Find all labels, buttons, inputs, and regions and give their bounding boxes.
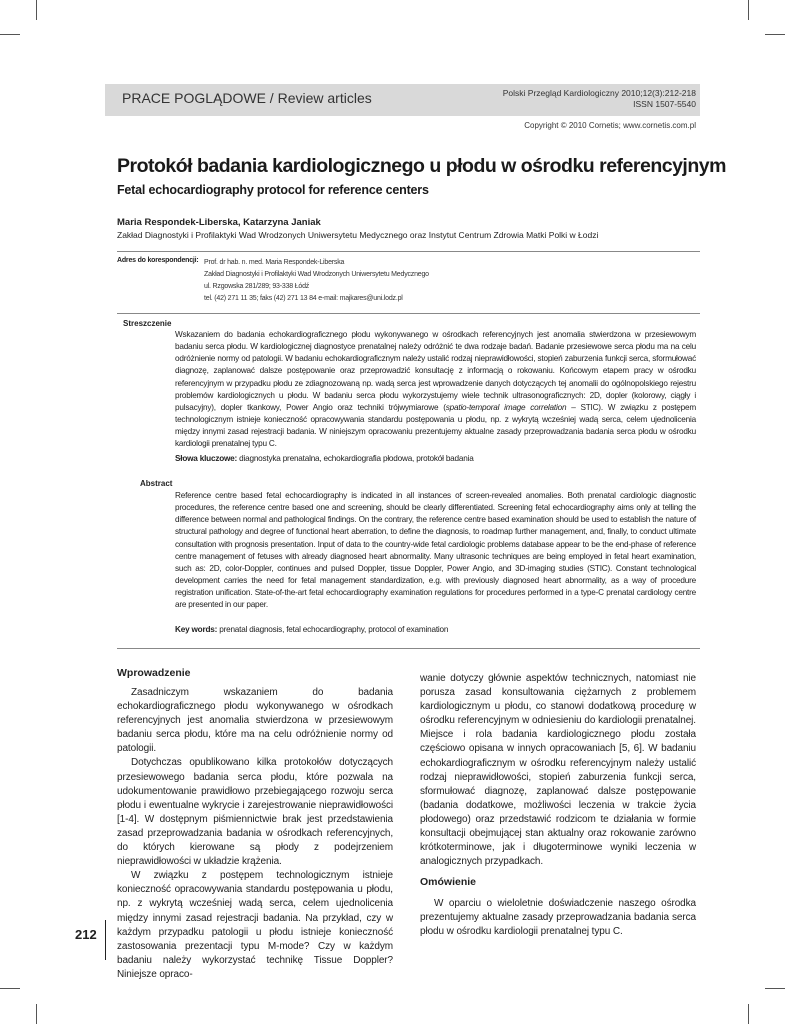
left-column bbox=[117, 686, 393, 982]
keywords-label: Słowa kluczowe: bbox=[175, 454, 238, 463]
paragraph: W oparciu o wieloletnie doświadczenie naszego ośrodka prezentujemy aktualne zasady przeprowadzania badania serca płodu w ośrodku kardiologii prenatalnej typu C. bbox=[420, 898, 696, 938]
article-subtitle: Fetal echocardiography protocol for reference centers bbox=[117, 183, 429, 197]
affiliation: Zakład Diagnostyki i Profilaktyki Wad Wrodzonych Uniwersytetu Medycznego oraz Instytut Centrum Zdrowia Matki Polki w Łodzi bbox=[117, 230, 599, 240]
divider bbox=[117, 648, 700, 649]
article-title: Protokół badania kardiologicznego u płodu w ośrodku referencyjnym bbox=[117, 155, 726, 177]
section-heading-discussion: Omówienie bbox=[420, 876, 477, 888]
streszczenie-keywords bbox=[175, 454, 474, 463]
paragraph: Dotychczas opublikowano kilka protokołów dotyczących przesiewowego badania serca płodu, które pozwala na udokumentowanie prawidłowo przebiegającego rozwoju serca płodu i ewentualne wykrycie i zarejestrowanie nieprawidłowości [1-4]. W dostępnym piśmiennictwie brak jest przedstawienia zasad przeprowadzania badania w ośrodkach referencyjnych, do których kierowane są płody z podejrzeniem nieprawidłowości w układzie krążenia. bbox=[117, 757, 393, 868]
divider bbox=[117, 251, 700, 252]
divider bbox=[117, 313, 700, 314]
correspondence-address bbox=[204, 257, 429, 305]
correspondence-line: ul. Rzgowska 281/289; 93-338 Łódź bbox=[204, 283, 310, 290]
abstract-keywords bbox=[175, 625, 448, 634]
correspondence-label: Adres do korespondencji: bbox=[117, 257, 199, 264]
paragraph: wanie dotyczy głównie aspektów technicznych, natomiast nie porusza zasad konsultowania ciężarnych z problemem kardiologicznym u płodu, co stanowi dodatkową procedurę w ośrodku referencyjnym w odniesieniu do kardiologii prenatalnej. Miejsce i rola badania kardiologicznego płodu została częściowo opisana w innych opracowaniach [5, 6]. W badaniu echokardiograficznym w ośrodku referencyjnym należy ustalić rodzaj nieprawidłowości, stopień zaburzenia funkcji serca, sformułować diagnozę, zaplanować dalsze postępowanie (badania dodatkowe, możliwości leczenia w trakcie życia płodowego) oraz przedstawić rodzicom te działania w formie konsultacji obejmującej stan aktualny oraz rokowanie zarówno krótkoterminowe, jak i długoterminowe wyniki leczenia w analogicznych przypadkach. bbox=[420, 673, 696, 868]
right-column-continued bbox=[420, 897, 696, 939]
crop-mark bbox=[0, 988, 20, 989]
keywords-label: Key words: bbox=[175, 625, 218, 634]
page-number: 212 bbox=[75, 927, 97, 942]
authors: Maria Respondek-Liberska, Katarzyna Janiak bbox=[117, 217, 321, 228]
right-column bbox=[420, 672, 696, 869]
paragraph: W związku z postępem technologicznym istnieje konieczność opracowywania standardu postępowania u płodu, np. z wykrytą wcześniej wadą serca, celem ujednolicenia między innymi zasad rejestracji badania. Na przykład, czy w każdym przypadku patologii u płodu istnieje konieczność zastosowania prezentacji typu M-mode? Czy w każdym badaniu należy wykorzystać technikę Tissue Doppler? Niniejsze opraco- bbox=[117, 870, 393, 980]
streszczenie-text: Wskazaniem do badania echokardiograficznego płodu wykonywanego w ośrodkach referencyjnych jest anomalia stwierdzona w przesiewowym badaniu serca płodu. W kardiologicznej diagnostyce prenatalnej należy odróżnić te dwa rodzaje badań. Badanie przesiewowe serca płodu ma na celu odróżnienie normy od patologii. W badaniu echokardiograficznym należy ustalić rodzaj nieprawidłowości, stopień zaburzenia funkcji serca, sformułować diagnozę, zaplanować dalsze postępowanie oraz przeprowadzić konsultację z informacją o rokowaniu. Końcowym etapem pracy w ośrodku referencyjnym w przypadku płodu ze zdiagnozowaną np. wadą serca jest wprowadzenie danych dotyczących tej anomalii do ogólnopolskiego rejestru problemów kardiologicznych u płodu. W badaniu serca płodu wykorzystujemy wiele technik ultrasonograficznych: 2D, dopler (kolorowy, ciągły i pulsacyjny), dopler tkankowy, Power Angio oraz techniki trójwymiarowe (spatio-temporal image correlation – STIC). W związku z postępem technologicznym istnieje konieczność opracowywania standardu postępowania u płodu, np. z wykrytą wcześniej wadą serca, celem ujednolicenia między innymi zasad rejestracji badania. W niniejszym opracowaniu prezentujemy aktualne zasady przeprowadzania badania serca płodu w ośrodku kardiologii prenatalnej typu C. bbox=[175, 330, 696, 449]
crop-mark bbox=[765, 34, 785, 35]
keywords-value: prenatal diagnosis, fetal echocardiography, protocol of examination bbox=[217, 625, 449, 634]
journal-reference bbox=[503, 88, 696, 110]
streszczenie-heading: Streszczenie bbox=[123, 319, 172, 328]
section-heading-introduction: Wprowadzenie bbox=[117, 667, 191, 679]
crop-mark bbox=[36, 0, 37, 20]
correspondence-line: tel. (42) 271 11 35; faks (42) 271 13 84 e-mail: majkares@uni.lodz.pl bbox=[204, 295, 403, 302]
keywords-value: diagnostyka prenatalna, echokardiografia płodowa, protokół badania bbox=[237, 454, 474, 463]
correspondence-line: Prof. dr hab. n. med. Maria Respondek-Liberska bbox=[204, 259, 345, 266]
paragraph: Zasadniczym wskazaniem do badania echokardiograficznego płodu wykonywanego w ośrodkach referencyjnych jest anomalia stwierdzona w przesiewowym badaniu serca płodu, które ma na celu odróżnienie normy od patologii. bbox=[117, 687, 393, 755]
crop-mark bbox=[748, 0, 749, 20]
abstract-heading: Abstract bbox=[140, 479, 173, 488]
crop-mark bbox=[748, 1004, 749, 1024]
correspondence-line: Zakład Diagnostyki i Profilaktyki Wad Wrodzonych Uniwersytetu Medycznego bbox=[204, 271, 429, 278]
crop-mark bbox=[765, 988, 785, 989]
crop-mark bbox=[36, 1004, 37, 1024]
journal-issn: ISSN 1507-5540 bbox=[633, 99, 696, 109]
section-title: PRACE POGLĄDOWE / Review articles bbox=[122, 90, 372, 106]
copyright-line: Copyright © 2010 Cornetis; www.cornetis.com.pl bbox=[524, 121, 696, 130]
journal-citation: Polski Przegląd Kardiologiczny 2010;12(3):212-218 bbox=[502, 88, 696, 98]
crop-mark bbox=[0, 34, 20, 35]
page-number-rule bbox=[105, 920, 106, 960]
abstract-text: Reference centre based fetal echocardiography is indicated in all instances of screen-revealed anomalies. Both prenatal cardiologic diagnostic procedures, the reference centre based one and screening, should be clearly differentiated. Screening fetal echocardiography aims only at telling the difference between normal and pathological findings. On the contrary, the reference centre based examination should be used to establish the nature of structural pathology and degree of functional heart aberration, to define the diagnosis, to roadmap further management, and, finally, to conduct ultimate consultation with prognosis presentation. Input of data to the country-wide fetal cardiologic problems database appear to be the end-phase of reference centre management of fetuses with already diagnosed heart abnormality. Many ultrasonic techniques are being employed in fetal heart examination, such as: 2D, color-Doppler, continues and pulsed Doppler, tissue Doppler, Power Angio, and 3D-imaging studies (STIC). Constant technological development carries the need for fetal management standardization, e.g. with previously diagnosed heart abnormality, as a way of procedure registration unification. State-of-the-art fetal echocardiography examination regulations for procedures performed in a type-C prenatal cardiology centre are presented in our paper. bbox=[175, 491, 696, 610]
